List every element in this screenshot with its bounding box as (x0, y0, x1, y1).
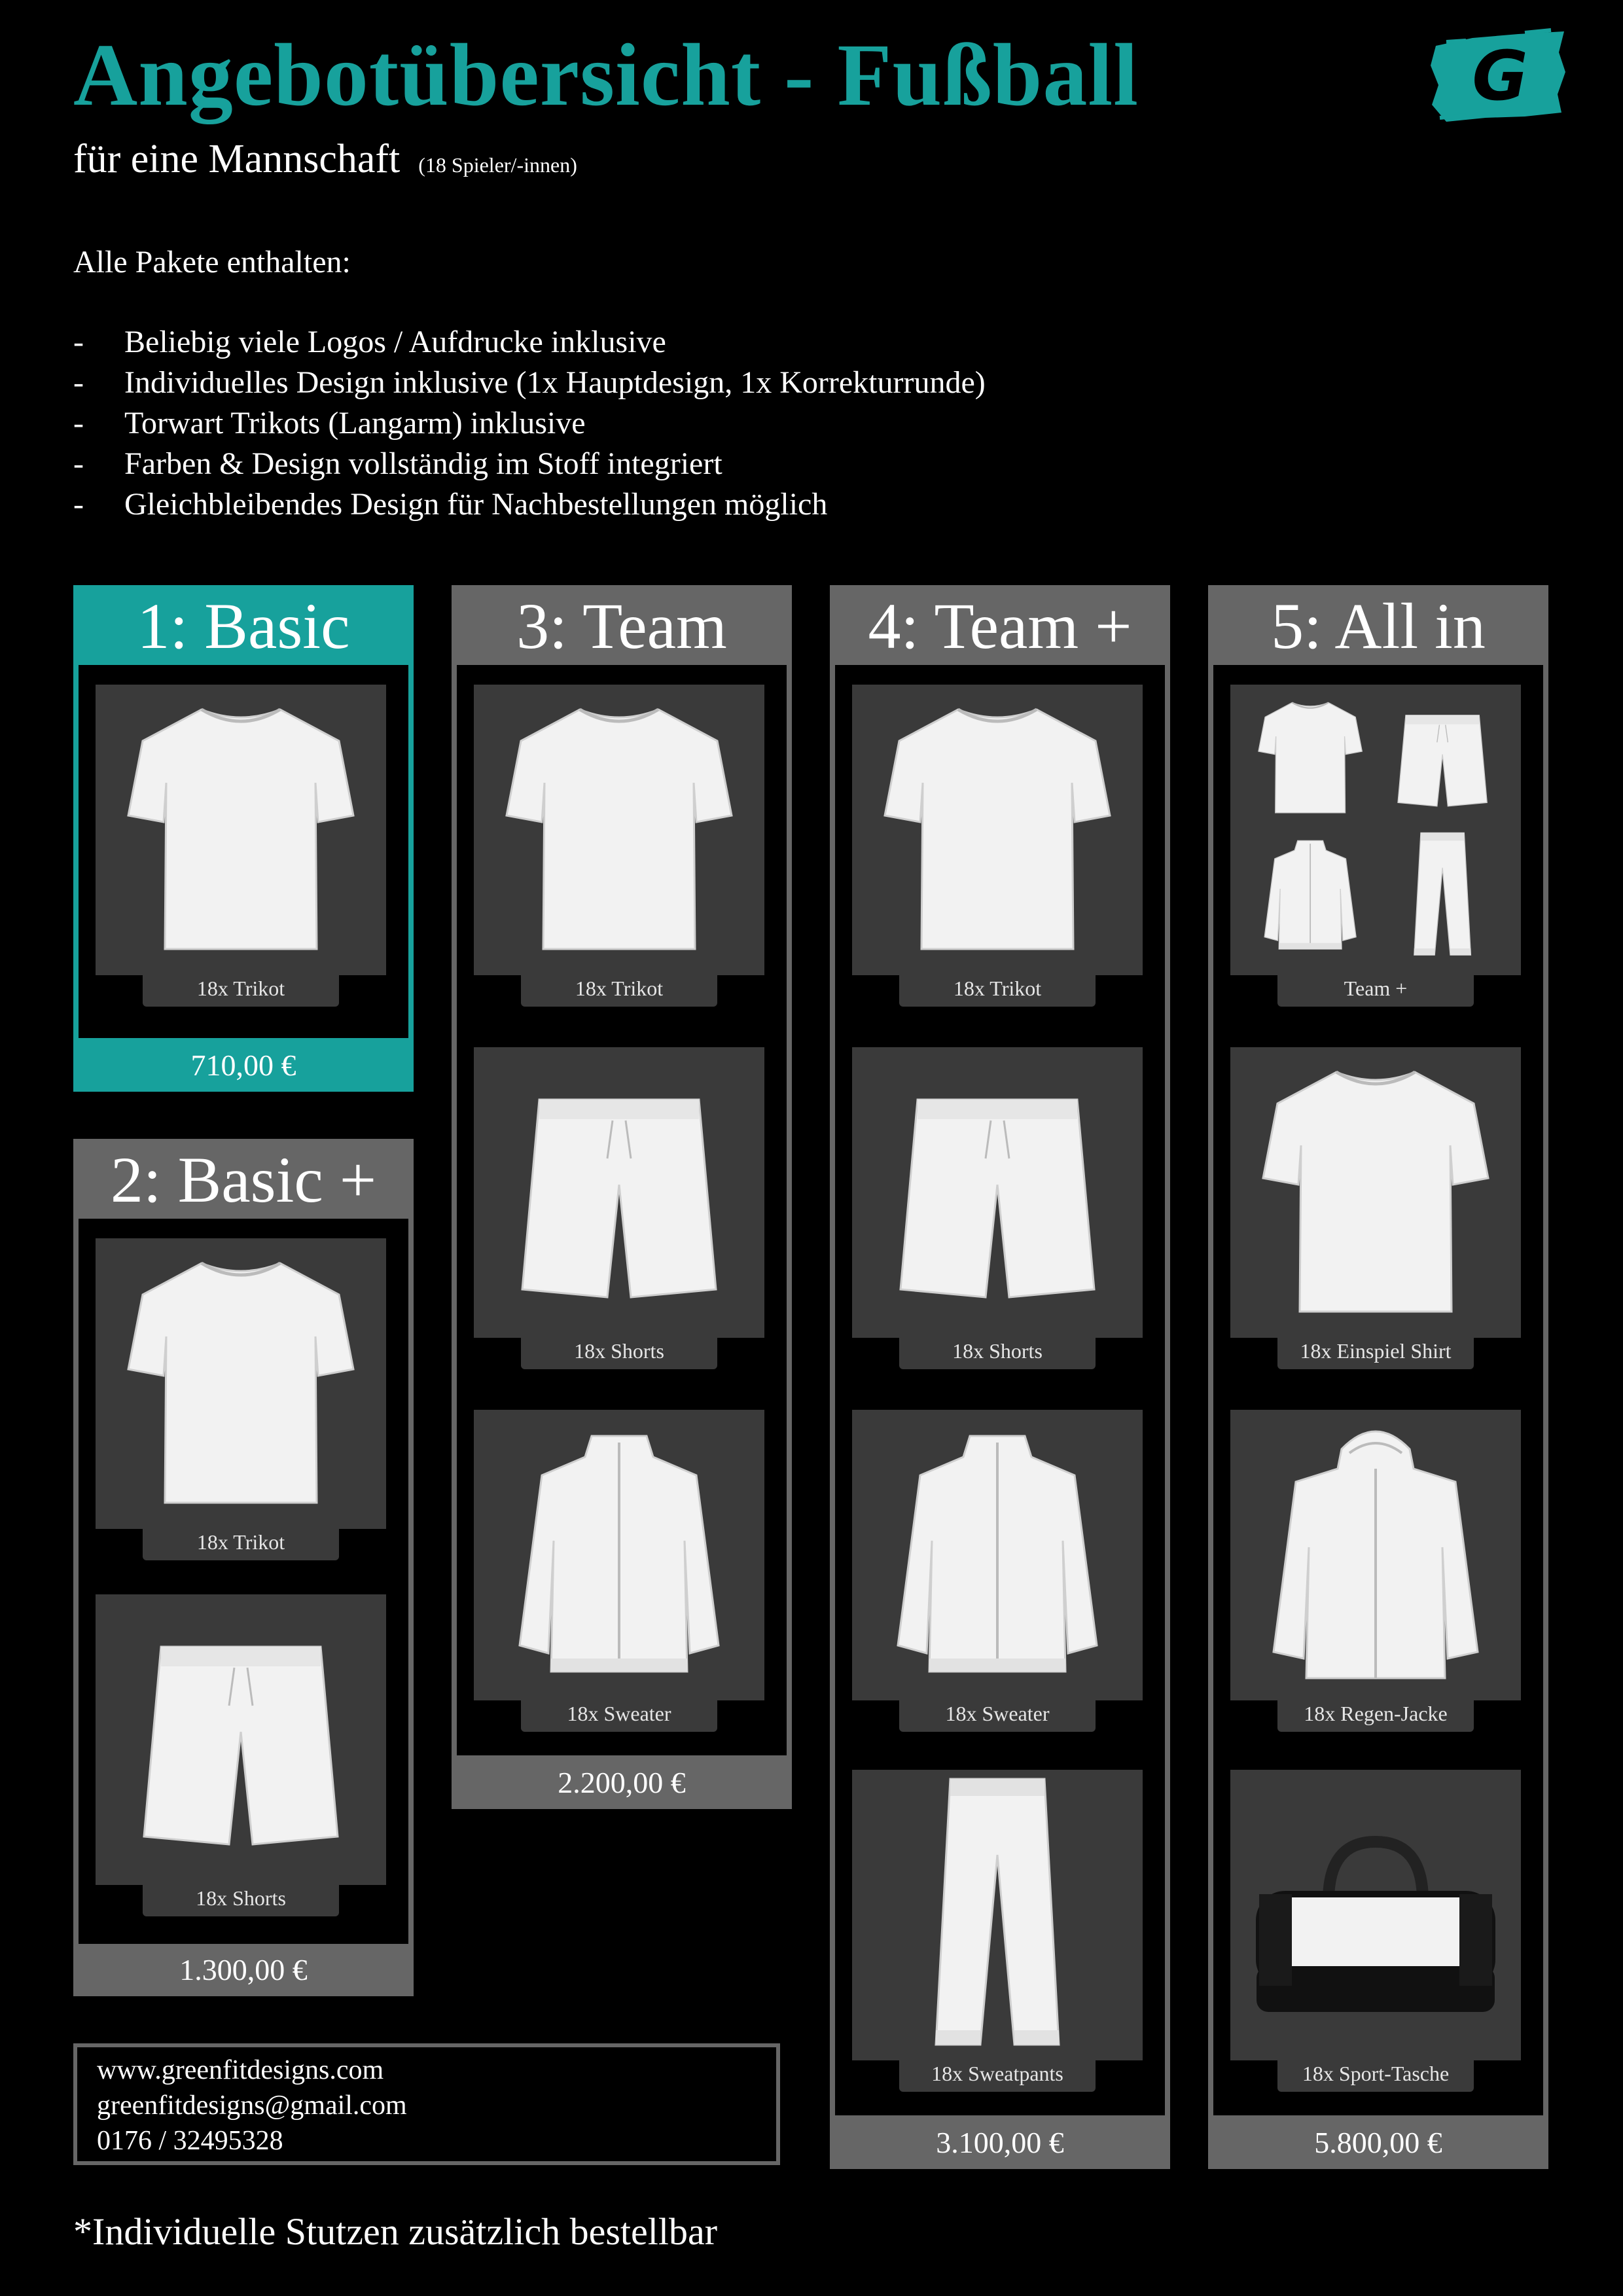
product-card (96, 685, 386, 1000)
jacket-icon (474, 1410, 764, 1700)
product-card (1230, 685, 1521, 1000)
product-card (1230, 1770, 1521, 2085)
package-price: 3.100,00 € (936, 2126, 1064, 2159)
package-team (452, 585, 792, 1809)
package-title: 3: Team (516, 590, 727, 662)
brand-logo (1427, 26, 1571, 124)
subtitle-text: für eine Mannschaft (73, 137, 401, 181)
product-card (1230, 1410, 1521, 1725)
package-price: 1.300,00 € (179, 1953, 308, 1986)
email-link[interactable]: greenfitdesigns@gmail.com (97, 2090, 407, 2121)
svg-text:G: G (1472, 36, 1528, 116)
page-title: Angebotübersicht - Fußball (73, 26, 1139, 124)
list-item: - Torwart Trikots (Langarm) inklusive (73, 406, 586, 440)
hooded-jacket-icon (1230, 1410, 1521, 1700)
product-label: 18x Einspiel Shirt (1277, 1335, 1474, 1369)
phone-number[interactable]: 0176 / 32495328 (97, 2126, 283, 2156)
product-label: 18x Sweater (521, 1698, 717, 1732)
product-label: 18x Shorts (521, 1335, 717, 1369)
product-card (852, 685, 1143, 1000)
intro-text: Alle Pakete enthalten: (73, 245, 351, 279)
package-title: 1: Basic (137, 590, 350, 662)
product-card (852, 1770, 1143, 2085)
shorts-icon (852, 1047, 1143, 1338)
package-price: 710,00 € (190, 1049, 296, 1082)
product-label: 18x Trikot (899, 973, 1096, 1007)
list-item: - Gleichbleibendes Design für Nachbestellungen möglich (73, 487, 828, 522)
footnote: *Individuelle Stutzen zusätzlich bestellbar (73, 2210, 718, 2253)
package-basic-plus (73, 1139, 414, 1996)
sport-bag-icon (1230, 1770, 1521, 2060)
website-link[interactable]: www.greenfitdesigns.com (97, 2055, 384, 2085)
contact-box (73, 2043, 780, 2165)
list-item: - Farben & Design vollständig im Stoff integriert (73, 446, 722, 481)
tshirt-icon (474, 685, 764, 975)
product-card (96, 1238, 386, 1554)
list-item: - Beliebig viele Logos / Aufdrucke inklusive (73, 325, 666, 359)
product-card (474, 1047, 764, 1363)
feature-list (73, 322, 986, 525)
product-label: 18x Trikot (143, 973, 339, 1007)
package-title: 5: All in (1271, 590, 1486, 662)
product-label: 18x Shorts (143, 1882, 339, 1916)
sweatpants-icon (852, 1770, 1143, 2060)
tshirt-icon (1230, 1047, 1521, 1338)
list-item: - Individuelles Design inklusive (1x Hauptdesign, 1x Korrekturrunde) (73, 365, 986, 400)
tshirt-icon (96, 685, 386, 975)
subtitle-note: (18 Spieler/-innen) (418, 153, 577, 177)
package-title: 2: Basic + (110, 1143, 377, 1216)
product-card (852, 1047, 1143, 1363)
shorts-icon (96, 1594, 386, 1885)
team-set-icon (1230, 685, 1521, 975)
package-all-in (1208, 585, 1548, 2169)
package-basic (73, 585, 414, 1092)
package-team-plus (830, 585, 1170, 2169)
shorts-icon (474, 1047, 764, 1338)
product-label: 18x Regen-Jacke (1277, 1698, 1474, 1732)
package-title: 4: Team + (868, 590, 1132, 662)
product-card (96, 1594, 386, 1910)
product-label: 18x Trikot (521, 973, 717, 1007)
product-label: 18x Sweatpants (899, 2058, 1096, 2092)
product-card (474, 685, 764, 1000)
product-card (1230, 1047, 1521, 1363)
product-card (474, 1410, 764, 1725)
product-label: 18x Shorts (899, 1335, 1096, 1369)
product-label: Team + (1277, 973, 1474, 1007)
tshirt-icon (852, 685, 1143, 975)
jacket-icon (852, 1410, 1143, 1700)
product-label: 18x Sweater (899, 1698, 1096, 1732)
page-subtitle (73, 131, 577, 193)
tshirt-icon (96, 1238, 386, 1529)
product-label: 18x Trikot (143, 1526, 339, 1560)
product-label: 18x Sport-Tasche (1277, 2058, 1474, 2092)
package-price: 5.800,00 € (1314, 2126, 1442, 2159)
product-card (852, 1410, 1143, 1725)
package-price: 2.200,00 € (558, 1766, 686, 1799)
